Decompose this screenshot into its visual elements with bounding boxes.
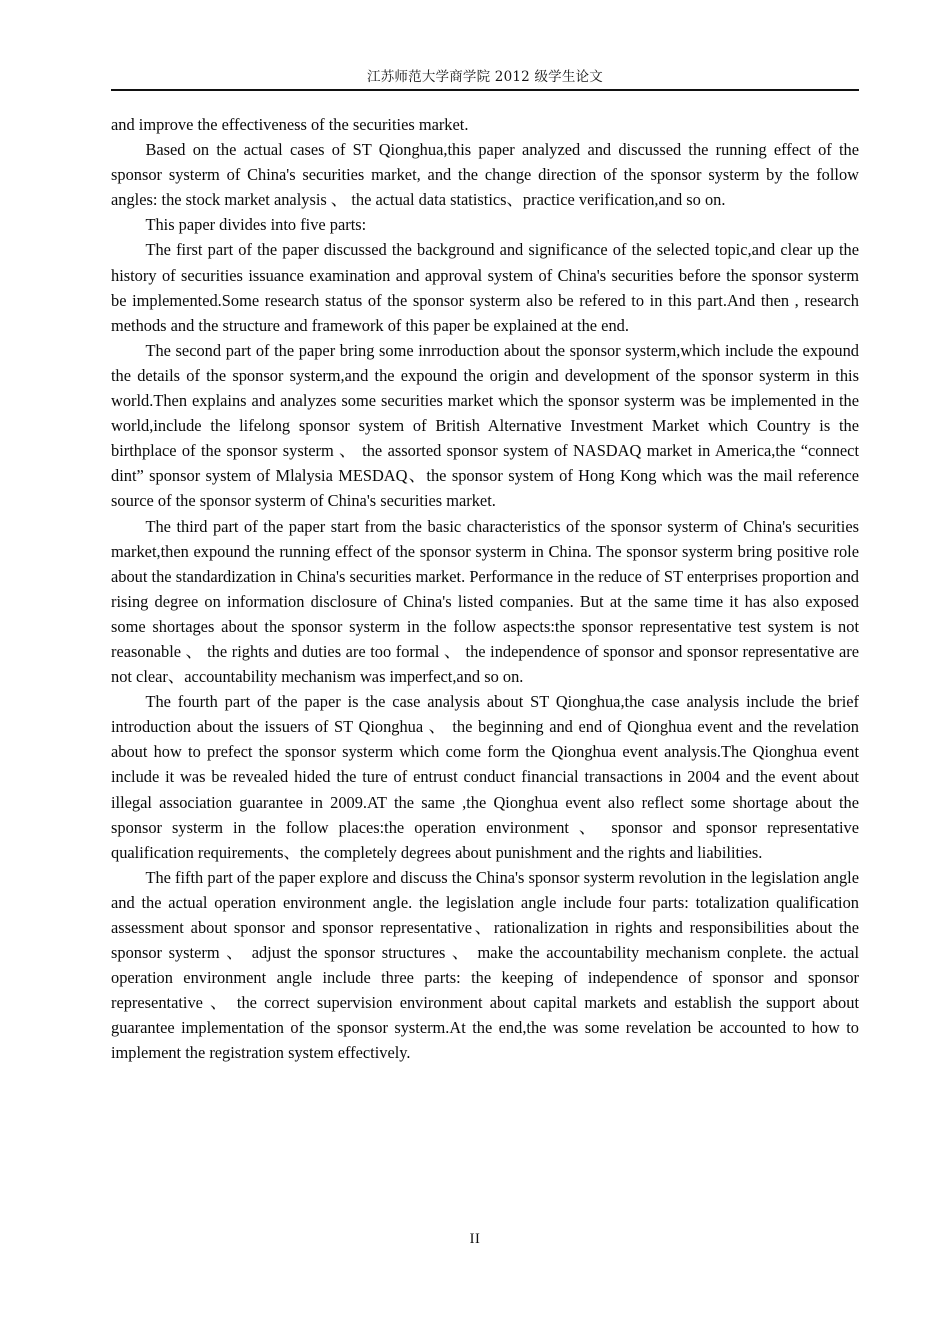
paragraph: The fourth part of the paper is the case analysis about ST Qionghua,the case analysis include the brief introduction about the issuers of ST Qionghua 、 the beginning and end of Qionghua event and the revelation about how to prefect the sponsor systerm which come form the Qionghua event analysis.The Qionghua event include it was be revealed hided the ture of entrust conduct financial transactions in 2004 and the event about illegal association guarantee in 2009.AT the same ,the Qionghua event also reflect some shortage about the sponsor systerm in the follow places:the operation environment 、 sponsor and sponsor representative qualification requirements、the completely degrees about punishment and the rights and liabilities. <box>111 692 859 862</box>
abstract-body <box>111 112 859 1066</box>
paragraph: The fifth part of the paper explore and discuss the China's sponsor systerm revolution in the legislation angle and the actual operation environment angle. the legislation angle include four parts: totalization qualification assessment about sponsor and sponsor representative、rationalization in rights and responsibilities about the sponsor systerm 、 adjust the sponsor structures 、 make the accountability mechanism conplete. the actual operation environment angle include three parts: the keeping of independence of sponsor and sponsor representative 、 the correct supervision environment about capital markets and establish the support about guarantee implementation of the sponsor systerm.At the end,the was some revelation be accounted to how to implement the registration system effectively. <box>111 867 859 1063</box>
header-divider-rule <box>111 89 859 91</box>
paragraph: The first part of the paper discussed the background and significance of the selected topic,and clear up the history of securities issuance examination and approval system of China's securities before the sponsor systerm be implemented.Some research status of the sponsor systerm also be refered to in this part.And then , research methods and the structure and framework of this paper be explained at the end. <box>111 240 859 335</box>
paragraph: and improve the effectiveness of the securities market. <box>111 115 469 134</box>
page-number: II <box>469 1231 481 1247</box>
page-header <box>111 68 859 91</box>
running-header-title: 江苏师范大学商学院 2012 级学生论文 <box>367 69 603 85</box>
paragraph: The second part of the paper bring some inrroduction about the sponsor systerm,which include the expound the details of the sponsor systerm,and the expound the origin and development of the sponsor systerm in this world.Then explains and analyzes some securities market which the sponsor systerm was be implemented in the world,include the lifelong sponsor system of British Alternative Investment Market which Country is the birthplace of the sponsor systerm 、 the assorted sponsor system of NASDAQ market in America,the “connect dint” sponsor system of Mlalysia MESDAQ、the sponsor system of Hong Kong which was the mail reference source of the sponsor systerm of China's securities market. <box>111 340 859 511</box>
paragraph: Based on the actual cases of ST Qionghua,this paper analyzed and discussed the running effect of the sponsor systerm of China's securities market, and the change direction of the sponsor systerm by the follow angles: the stock market analysis 、 the actual data statistics、practice verification,and so on. <box>111 140 859 210</box>
paragraph: This paper divides into five parts: <box>145 215 367 235</box>
paragraph: The third part of the paper start from the basic characteristics of the sponsor systerm of China's securities market,then expound the running effect of the sponsor systerm in China. The sponsor systerm bring positive role about the standardization in China's securities market. Performance in the reduce of ST enterprises proportion and rising degree on information disclosure of China's listed companies. But at the same time it has also exposed some shortages about the sponsor systerm in the follow aspects:the sponsor representative test system is not reasonable 、 the rights and duties are too formal 、 the independence of sponsor and sponsor representative are not clear、accountability mechanism was imperfect,and so on. <box>111 516 859 687</box>
